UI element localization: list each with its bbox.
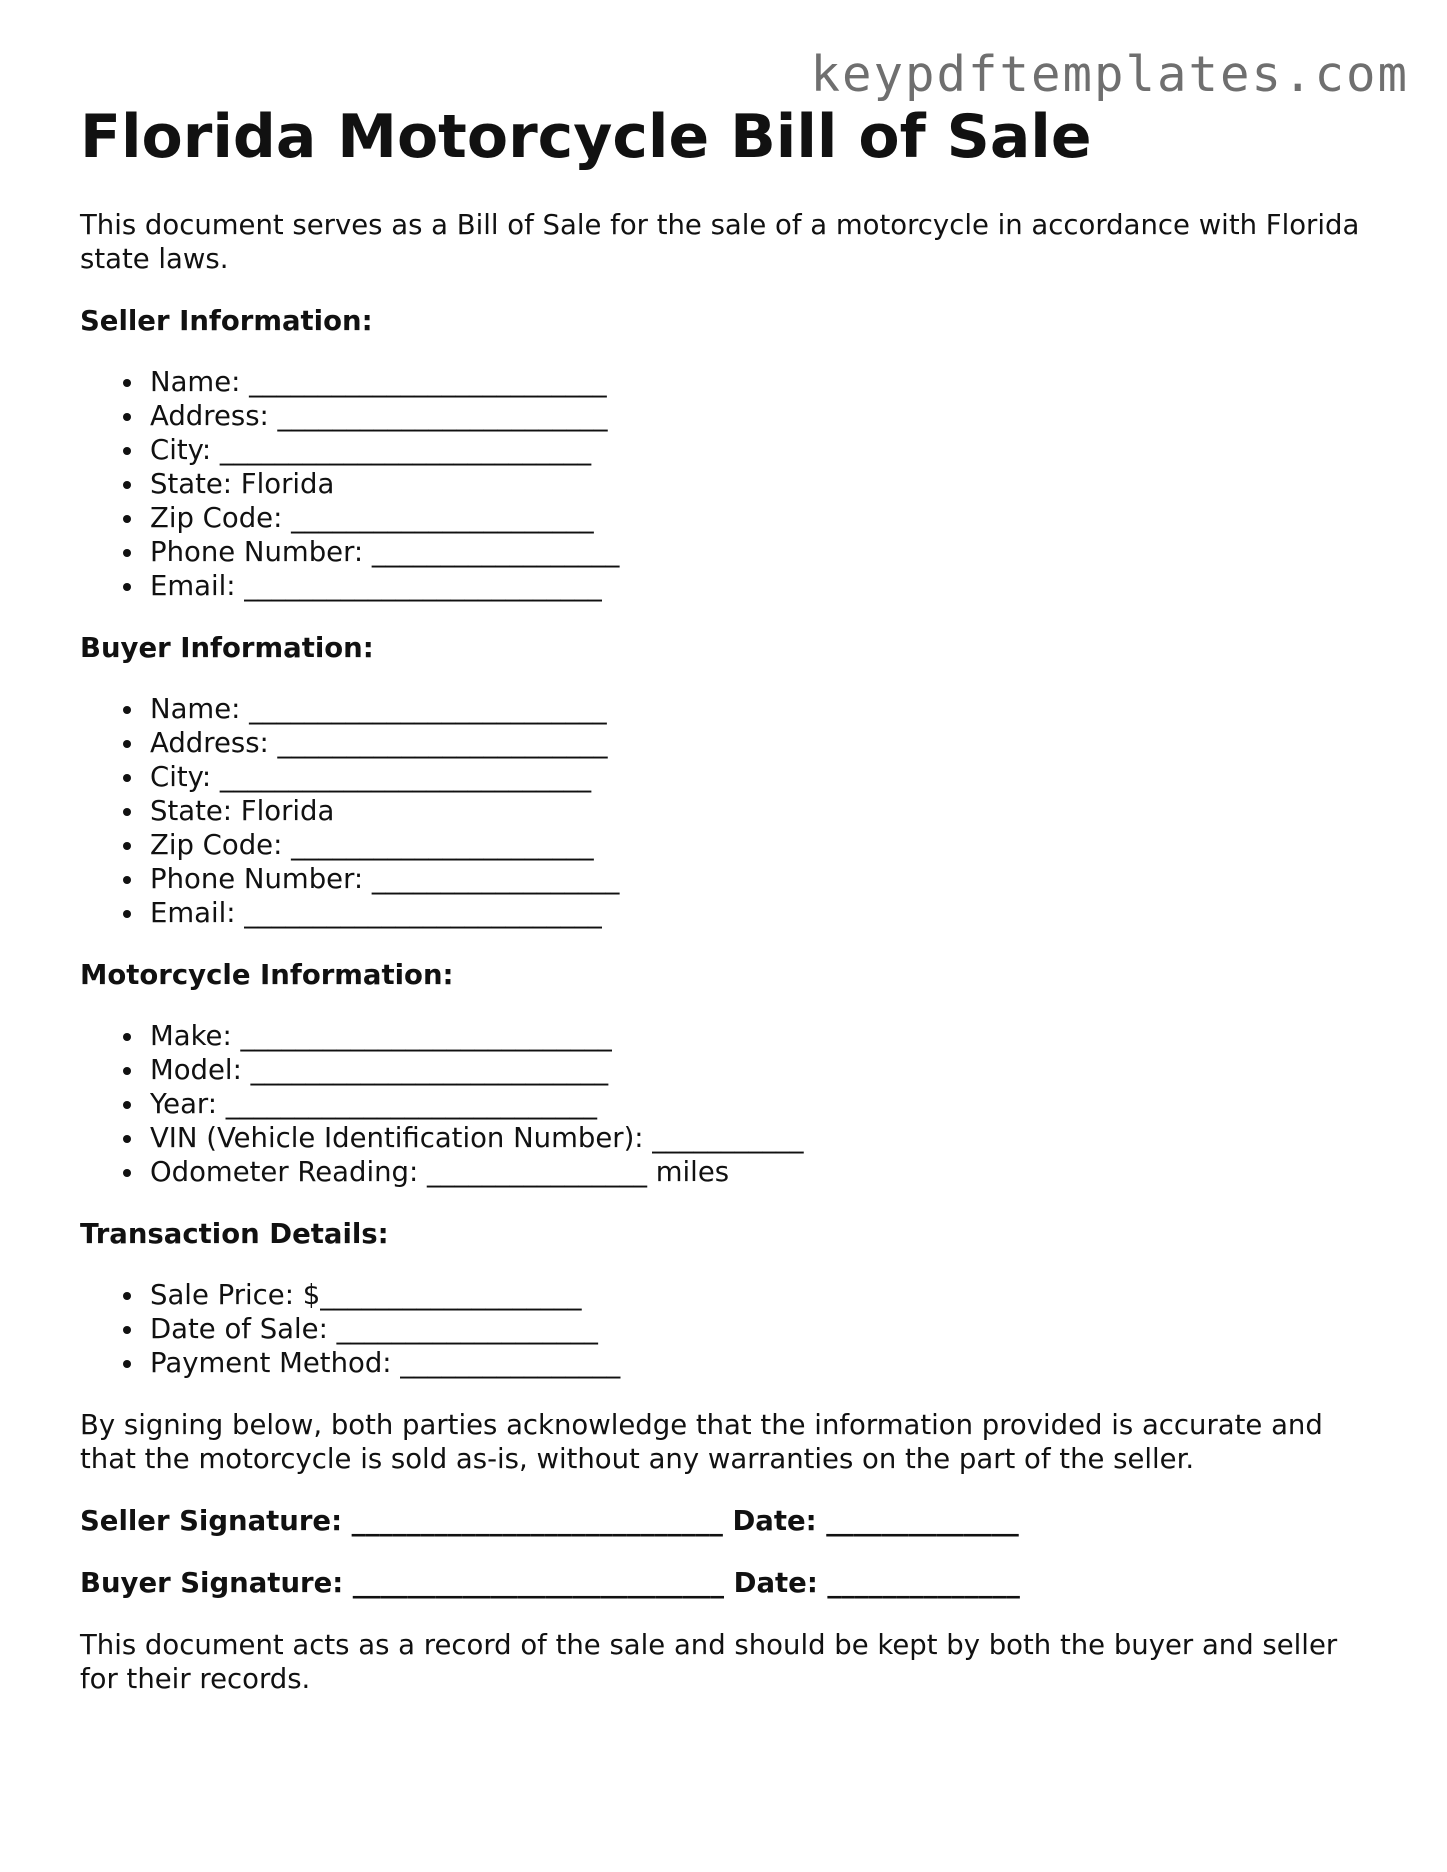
sale-price-field: Sale Price: $___________________ [150,1278,1380,1312]
date-of-sale-field: Date of Sale: ___________________ [150,1312,1380,1346]
payment-method-field: Payment Method: ________________ [150,1346,1380,1380]
seller-email-field: Email: __________________________ [150,569,1380,603]
motorcycle-information-heading: Motorcycle Information: [80,959,454,991]
buyer-information-list [80,692,1380,930]
buyer-phone-field: Phone Number: __________________ [150,862,1380,896]
intro-paragraph: This document serves as a Bill of Sale for the sale of a motorcycle in accordance with Florida state laws. [80,209,1360,275]
motorcycle-information-list [80,1019,1380,1189]
watermark: keypdftemplates.com [810,46,1409,103]
motorcycle-model-field: Model: __________________________ [150,1053,1380,1087]
seller-information-heading: Seller Information: [80,305,373,337]
buyer-signature-line: Buyer Signature: ___________________________ Date: ______________ [80,1567,1020,1599]
buyer-address-field: Address: ________________________ [150,726,1380,760]
seller-signature-line: Seller Signature: ___________________________ Date: ______________ [80,1505,1019,1537]
seller-zip-field: Zip Code: ______________________ [150,501,1380,535]
buyer-city-field: City: ___________________________ [150,760,1380,794]
document-title: Florida Motorcycle Bill of Sale [80,102,1092,172]
acknowledgement-paragraph: By signing below, both parties acknowledge that the information provided is accurate and that the motorcycle is sold as-is, without any warranties on the part of the seller. [80,1409,1323,1475]
closing-paragraph: This document acts as a record of the sale and should be kept by both the buyer and seller for their records. [80,1629,1338,1695]
seller-address-field: Address: ________________________ [150,399,1380,433]
seller-phone-field: Phone Number: __________________ [150,535,1380,569]
motorcycle-odometer-field: Odometer Reading: ________________ miles [150,1155,1380,1189]
seller-name-field: Name: __________________________ [150,365,1380,399]
buyer-name-field: Name: __________________________ [150,692,1380,726]
motorcycle-make-field: Make: ___________________________ [150,1019,1380,1053]
document-page [80,100,1380,1696]
buyer-information-heading: Buyer Information: [80,632,374,664]
transaction-details-heading: Transaction Details: [80,1218,389,1250]
buyer-zip-field: Zip Code: ______________________ [150,828,1380,862]
seller-city-field: City: ___________________________ [150,433,1380,467]
motorcycle-year-field: Year: ___________________________ [150,1087,1380,1121]
seller-state-field: State: Florida [150,467,1380,501]
buyer-email-field: Email: __________________________ [150,896,1380,930]
seller-information-list [80,365,1380,603]
motorcycle-vin-field: VIN (Vehicle Identification Number): ___________ [150,1121,1380,1155]
buyer-state-field: State: Florida [150,794,1380,828]
transaction-details-list [80,1278,1380,1380]
